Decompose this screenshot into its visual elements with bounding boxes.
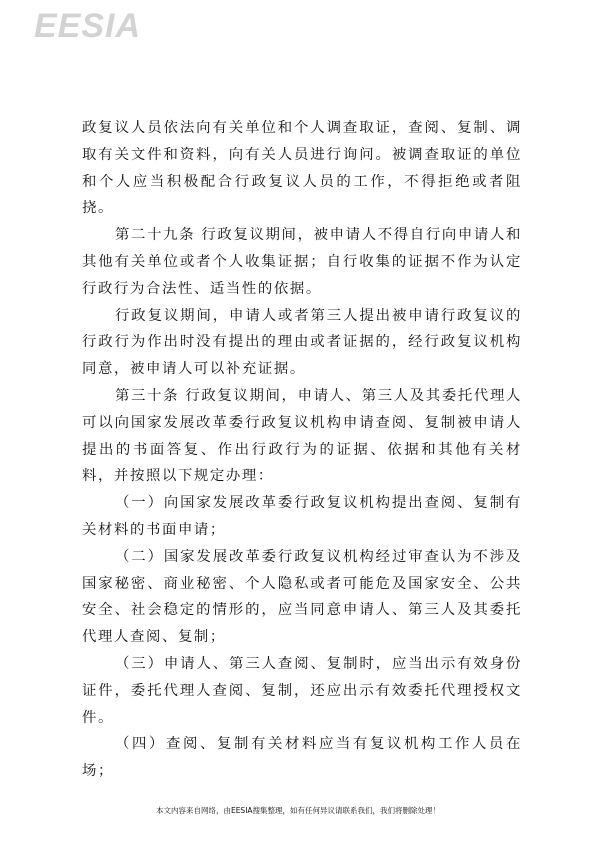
list-item-2: （二）国家发展改革委行政复议机构经过审查认为不涉及国家秘密、商业秘密、个人隐私或者可能危及国家安全、公共安全、社会稳定的情形的，应当同意申请人、第三人及其委托代理人查阅、复制；	[82, 548, 522, 646]
list-item-4: （四）查阅、复制有关材料应当有复议机构工作人员在场；	[82, 736, 522, 780]
paragraph-1: 政复议人员依法向有关单位和个人调查取证，查阅、复制、调取有关文件和资料，向有关人员进行询问。被调查取证的单位和个人应当积极配合行政复议人员的工作，不得拒绝或者阻挠。	[82, 120, 522, 217]
footer-notice: 本文内容来自网络，由EESIA搜集整理，如有任何异议请联系我们，我们将删除处理！	[155, 806, 441, 815]
document-body	[82, 115, 522, 785]
eesia-logo: EESIA	[34, 7, 142, 45]
paragraph-article-30: 第三十条 行政复议期间，申请人、第三人及其委托代理人可以向国家发展改革委行政复议机构申请查阅、复制被申请人提出的书面答复、作出行政行为的证据、依据和其他有关材料，并按照以下规定办理：	[82, 387, 522, 485]
paragraph-3: 行政复议期间，申请人或者第三人提出被申请行政复议的行政行为作出时没有提出的理由或者证据的，经行政复议机构同意，被申请人可以补充证据。	[82, 307, 522, 378]
paragraph-article-29: 第二十九条 行政复议期间，被申请人不得自行向申请人和其他有关单位或者个人收集证据；自行收集的证据不作为认定行政行为合法性、适当性的依据。	[82, 227, 522, 297]
list-item-3: （三）申请人、第三人查阅、复制时，应当出示有效身份证件，委托代理人查阅、复制，还应出示有效委托代理授权文件。	[82, 655, 522, 726]
list-item-1: （一）向国家发展改革委行政复议机构提出查阅、复制有关材料的书面申请；	[82, 495, 522, 538]
